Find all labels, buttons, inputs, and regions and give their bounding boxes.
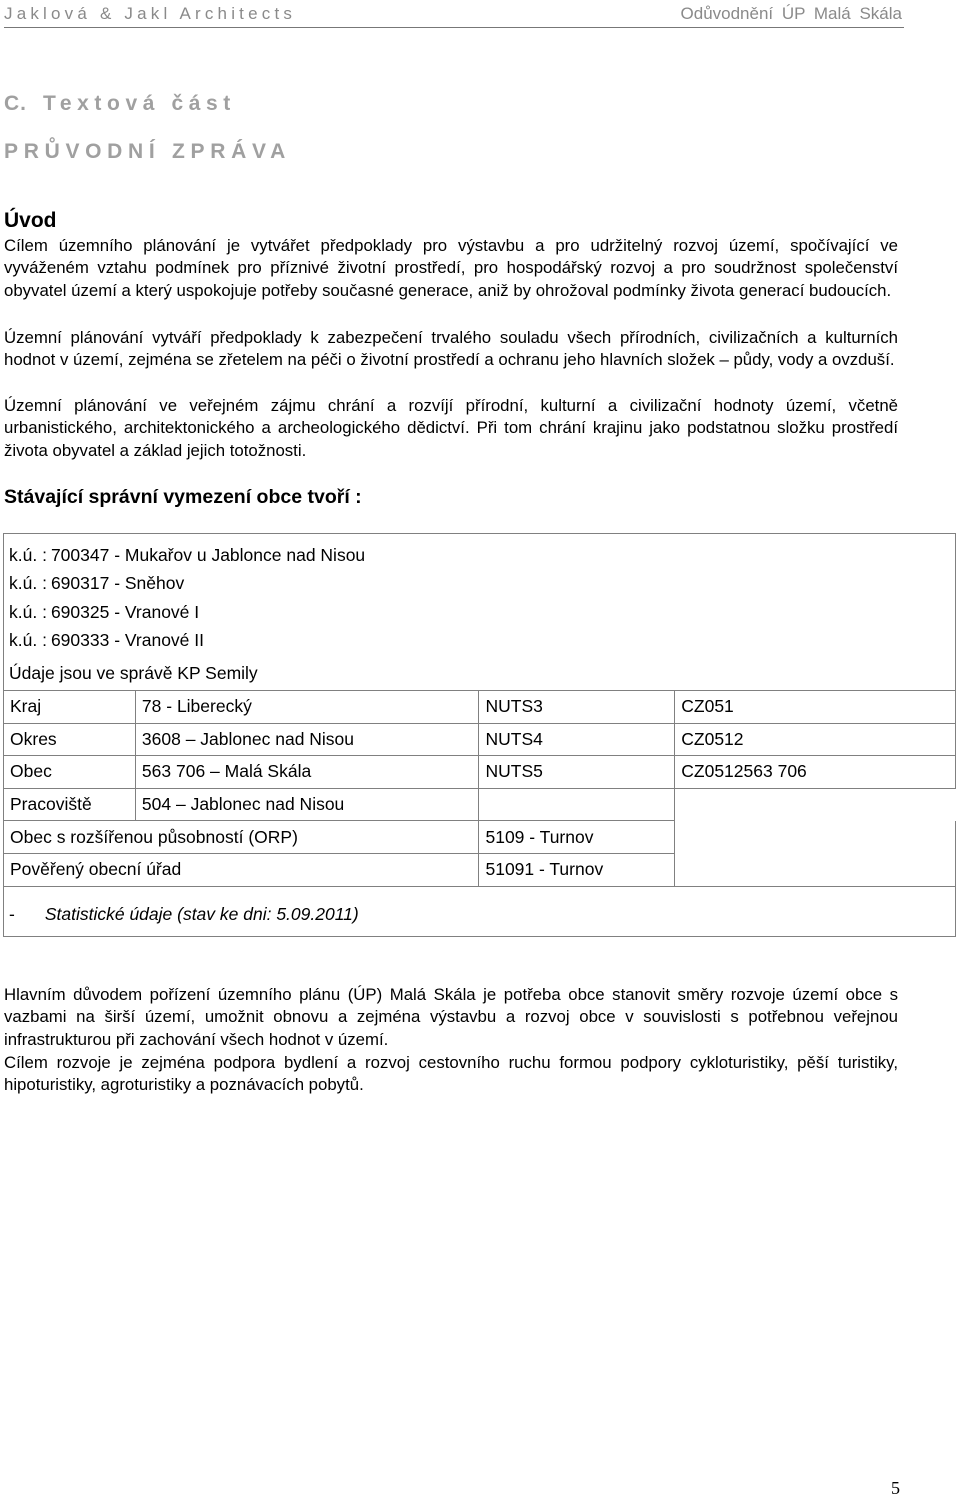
table-cell: 563 706 – Malá Skála bbox=[135, 756, 479, 789]
table-cell: Kraj bbox=[4, 691, 136, 724]
table-cell bbox=[675, 788, 956, 821]
table-cell: 3608 – Jablonec nad Nisou bbox=[135, 723, 479, 756]
cadastral-item bbox=[9, 630, 204, 651]
table-cell: Obec s rozšířenou působností (ORP) bbox=[4, 821, 479, 854]
table-cell bbox=[675, 853, 956, 886]
table-cell: CZ051 bbox=[675, 691, 956, 724]
statistics-text: Statistické údaje (stav ke dni: 5.09.2011) bbox=[44, 904, 359, 924]
intro-paragraph-1: Cílem územního plánování je vytvářet předpoklady pro výstavbu a pro udržitelný rozvoj území, spočívající ve vyváženém vztahu podmínek pro příznivé životní prostředí, pro hospodářský rozvoj a pro soudržnost společenství obyvatel území a který uspokojuje potřeby současné generace, aniž by ohrožoval podmínky života generací budoucích. bbox=[4, 236, 898, 300]
table-row bbox=[4, 691, 956, 724]
cadastral-label: k.ú. : bbox=[9, 630, 47, 650]
table-row bbox=[4, 756, 956, 789]
table-row bbox=[4, 723, 956, 756]
section-letter: C. bbox=[4, 92, 27, 115]
table-cell: 51091 - Turnov bbox=[479, 853, 675, 886]
cadastral-item bbox=[9, 573, 184, 594]
table-cell: CZ0512563 706 bbox=[675, 756, 956, 789]
admin-table bbox=[3, 690, 956, 887]
statistics-note bbox=[9, 904, 359, 925]
purpose-paragraph-2: Cílem rozvoje je zejména podpora bydlení a rozvoj cestovního ruchu formou podpory cykloturistiky, pěší turistiky, hipoturistiky, agroturistiky a poznávacích pobytů. bbox=[4, 1053, 898, 1095]
table-cell bbox=[675, 821, 956, 854]
section-title: Textová část bbox=[43, 92, 236, 115]
table-cell: 504 – Jablonec nad Nisou bbox=[135, 788, 479, 821]
page-header bbox=[4, 3, 904, 28]
table-cell: NUTS3 bbox=[479, 691, 675, 724]
table-cell: Okres bbox=[4, 723, 136, 756]
section-heading bbox=[4, 92, 236, 116]
cadastral-item bbox=[9, 602, 199, 623]
intro-paragraph-2: Územní plánování vytváří předpoklady k zabezpečení trvalého souladu všech přírodních, civilizačních a kulturních hodnot v území, zejména se zřetelem na péči o životní prostředí a ochranu jeho hlavních složek – půdy, vody a ovzduší. bbox=[4, 328, 898, 370]
cadastral-label: k.ú. : bbox=[9, 602, 47, 622]
cadastral-value: 700347 - Mukařov u Jablonce nad Nisou bbox=[50, 545, 366, 565]
cadastral-value: 690325 - Vranové I bbox=[50, 602, 200, 622]
cadastral-value: 690333 - Vranové II bbox=[50, 630, 205, 650]
table-row bbox=[4, 788, 956, 821]
table-cell: NUTS4 bbox=[479, 723, 675, 756]
cadastral-value: 690317 - Sněhov bbox=[50, 573, 185, 593]
table-cell: CZ0512 bbox=[675, 723, 956, 756]
table-cell: 5109 - Turnov bbox=[479, 821, 675, 854]
cadastral-item bbox=[9, 545, 365, 566]
table-row bbox=[4, 821, 956, 854]
document-title: Odůvodnění ÚP Malá Skála bbox=[680, 4, 902, 23]
statistics-dash: - bbox=[9, 904, 15, 924]
purpose-paragraph-1: Hlavním důvodem pořízení územního plánu (ÚP) Malá Skála je potřeba obce stanovit směry rozvoje území obce s vazbami na širší území, umožnit obnovu a zejména výstavbu a rozvoj obce v souvislosti s potřebnou veřejnou infrastrukturou při zachování všech hodnot v území. bbox=[4, 985, 898, 1049]
admin-note: Údaje jsou ve správě KP Semily bbox=[9, 663, 258, 683]
table-cell: Pracoviště bbox=[4, 788, 136, 821]
intro-paragraph-3: Územní plánování ve veřejném zájmu chrání a rozvíjí přírodní, kulturní a civilizační hodnoty území, včetně urbanistického, architektonického a archeologického dědictví. Při tom chrání krajinu jako podstatnou složku prostředí života obyvatel a základ jejich totožnosti. bbox=[4, 396, 898, 460]
cadastral-label: k.ú. : bbox=[9, 573, 47, 593]
intro-heading: Úvod bbox=[4, 209, 57, 232]
table-cell: Pověřený obecní úřad bbox=[4, 853, 479, 886]
table-cell: Obec bbox=[4, 756, 136, 789]
page-number: 5 bbox=[891, 1478, 900, 1498]
table-cell: 78 - Liberecký bbox=[135, 691, 479, 724]
firm-name: Jaklová & Jakl Architects bbox=[4, 4, 297, 23]
table-cell: NUTS5 bbox=[479, 756, 675, 789]
table-row bbox=[4, 853, 956, 886]
cadastral-label: k.ú. : bbox=[9, 545, 47, 565]
admin-heading: Stávající správní vymezení obce tvoří : bbox=[4, 486, 362, 508]
report-title: PRŮVODNÍ ZPRÁVA bbox=[4, 140, 291, 163]
table-cell bbox=[479, 788, 675, 821]
